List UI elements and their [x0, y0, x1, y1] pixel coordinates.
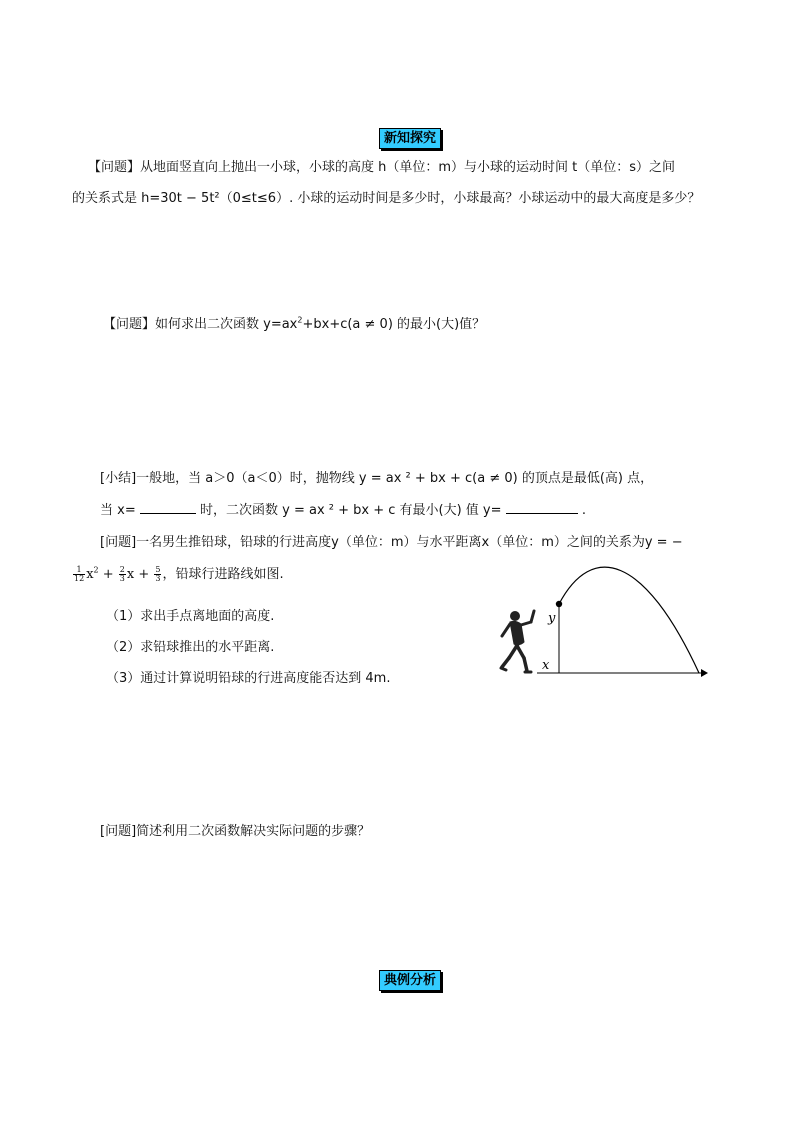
- summary-line-2-b: 时，二次函数 y = ax ² + bx + c 有最小(大) 值 y=: [200, 503, 502, 518]
- question-1-line-1: 【问题】从地面竖直向上抛出一小球，小球的高度 h（单位：m）与小球的运动时间 t（单位：s）之间: [88, 160, 676, 175]
- shot-put-diagram: [494, 562, 716, 686]
- question-2-text-b: +bx+c(a ≠ 0) 的最小(大)值？: [302, 317, 486, 332]
- athlete-figure: [501, 611, 534, 672]
- fraction-2-3: [119, 566, 126, 583]
- fraction-1-12: [73, 566, 85, 583]
- answer-blank-x[interactable]: [140, 501, 196, 514]
- question-2-text-a: 【问题】如何求出二次函数 y=ax: [103, 317, 298, 332]
- fraction-2-denominator: 3: [119, 574, 125, 583]
- question-3-formula-line: [72, 563, 284, 583]
- question-2: [103, 313, 485, 332]
- question-3-line-1: [问题]一名男生推铅球，铅球的行进高度y（单位：m）与水平距离x（单位：m）之间的关系为y = −: [100, 535, 683, 550]
- summary-line-2-c: .: [581, 503, 586, 518]
- section-banner-explore: 新知探究: [379, 128, 441, 149]
- summary-line-1: [小结]一般地，当 a＞0（a＜0）时，抛物线 y = ax ² + bx + c(a ≠ 0) 的顶点是最低(高) 点，: [100, 471, 654, 486]
- summary-line-2-a: 当 x=: [100, 503, 136, 518]
- formula-plus: +: [98, 567, 118, 582]
- summary-line-2: [100, 499, 586, 518]
- fraction-3-denominator: 3: [155, 574, 161, 583]
- trajectory-curve: [559, 567, 699, 673]
- section-banner-examples: 典例分析: [379, 970, 441, 991]
- diagram-x-label: x: [542, 658, 550, 673]
- formula-x-plus: x +: [126, 567, 154, 582]
- fraction-2-numerator: 2: [119, 565, 125, 574]
- answer-blank-y[interactable]: [506, 501, 578, 514]
- question-4: [问题]简述利用二次函数解决实际问题的步骤？: [100, 824, 371, 839]
- fraction-3-numerator: 5: [155, 565, 161, 574]
- question-2-exponent: 2: [297, 315, 303, 325]
- axis-arrow-icon: [701, 669, 708, 677]
- fraction-1-numerator: 1: [73, 566, 85, 575]
- formula-tail: ，铅球行进路线如图.: [162, 567, 284, 582]
- question-3-item-3: （3）通过计算说明铅球的行进高度能否达到 4m.: [106, 671, 391, 686]
- diagram-y-label: y: [548, 611, 556, 626]
- formula-x: x: [86, 567, 94, 582]
- question-1-line-2: 的关系式是 h=30t − 5t²（0≤t≤6）. 小球的运动时间是多少时，小球最高？小球运动中的最大高度是多少？: [72, 191, 701, 206]
- fraction-1-denominator: 12: [74, 574, 85, 583]
- fraction-5-3: [154, 566, 161, 583]
- question-3-item-2: （2）求铅球推出的水平距离.: [106, 640, 275, 655]
- formula-square: 2: [93, 565, 99, 575]
- question-3-item-1: （1）求出手点离地面的高度.: [106, 609, 275, 624]
